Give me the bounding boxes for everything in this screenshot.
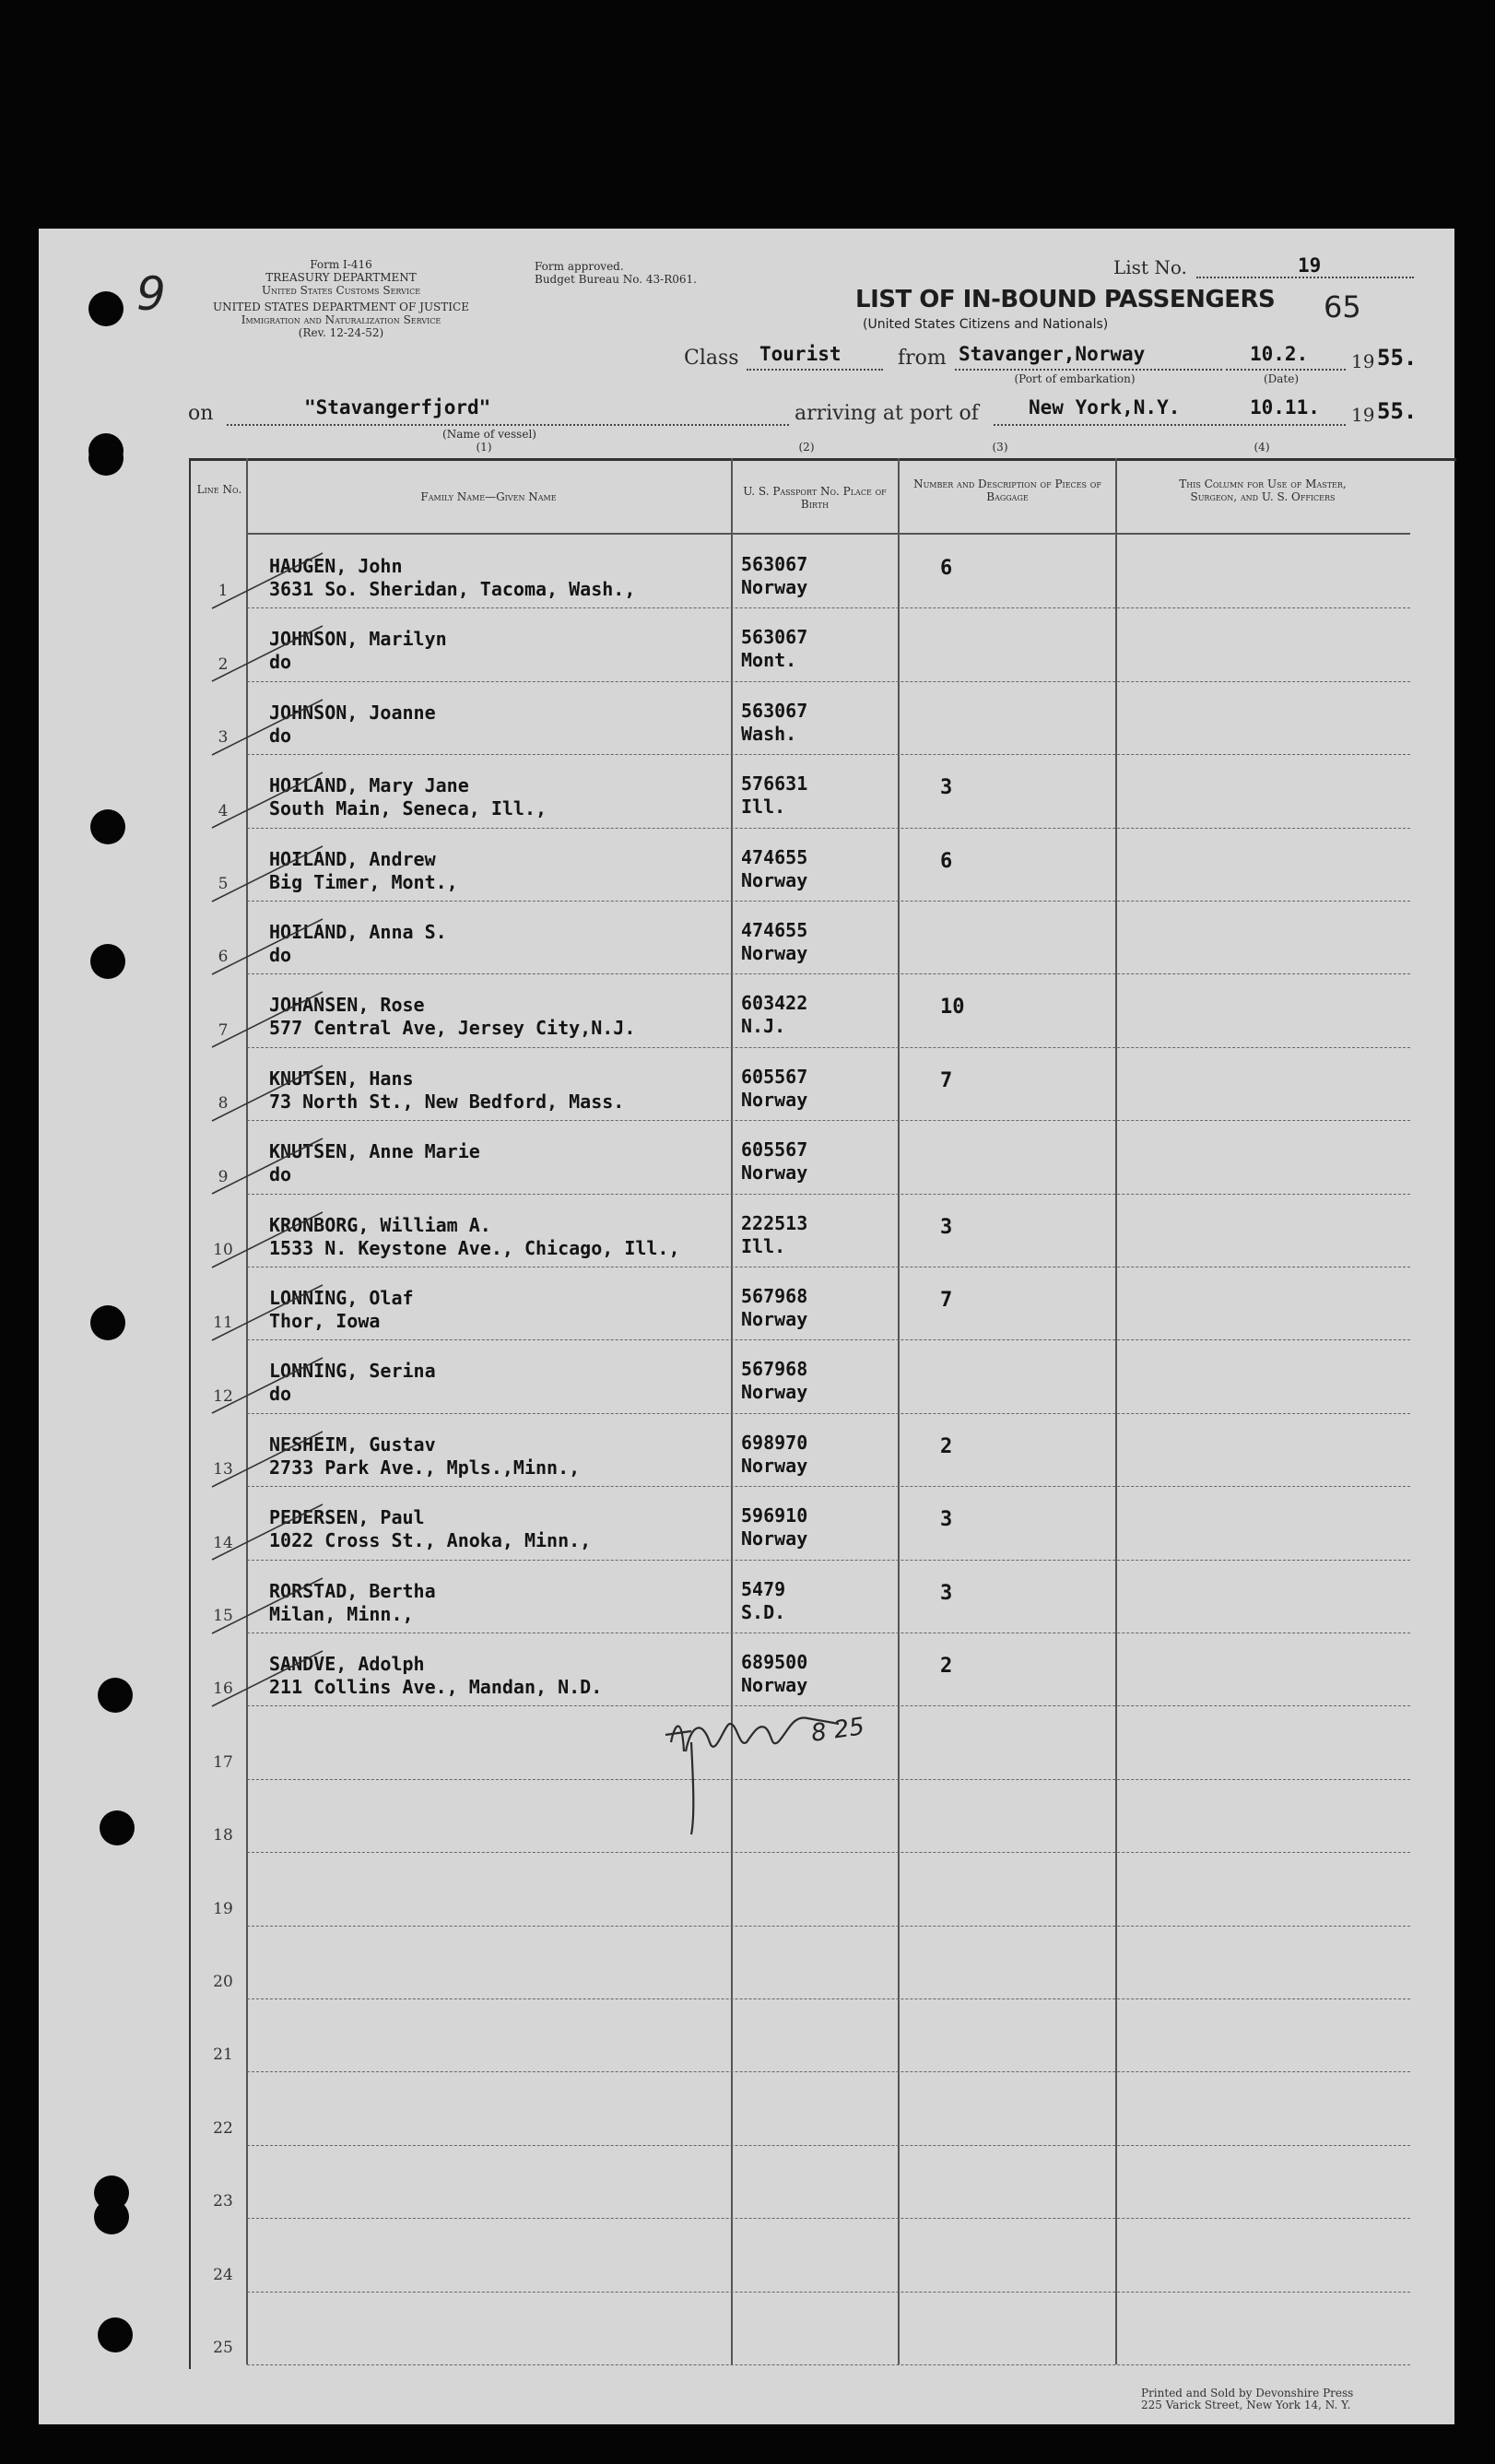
place-of-birth: Norway xyxy=(741,1527,808,1550)
passenger-name: HOILAND, Anna S. xyxy=(269,921,447,943)
line-number: 15 xyxy=(213,1607,233,1625)
header-left xyxy=(184,258,498,339)
list-no-value: 19 xyxy=(1298,254,1322,277)
col-1-marker: (1) xyxy=(476,441,492,454)
punch-hole xyxy=(90,944,125,979)
passenger-address: South Main, Seneca, Ill., xyxy=(269,797,547,820)
punch-hole xyxy=(100,1810,135,1845)
passport-number: 563067 xyxy=(741,626,808,649)
table-row xyxy=(247,1047,1410,1048)
customs-service: United States Customs Service xyxy=(261,284,421,297)
line-number: 23 xyxy=(213,2192,233,2211)
vessel-name: "Stavangerfjord" xyxy=(304,396,491,419)
col-3-marker: (3) xyxy=(992,441,1008,454)
passenger-address: do xyxy=(269,1163,292,1186)
passenger-address: Big Timer, Mont., xyxy=(269,870,458,893)
table-row xyxy=(247,901,1410,902)
arrival-date-line xyxy=(1226,424,1346,426)
line-number: 1 xyxy=(218,582,229,601)
place-of-birth: Mont. xyxy=(741,649,797,672)
col-2-marker: (2) xyxy=(798,441,815,454)
header-middle xyxy=(535,260,737,286)
baggage-count: 3 xyxy=(940,1508,953,1532)
passenger-address: 1022 Cross St., Anoka, Minn., xyxy=(269,1529,592,1552)
passenger-name: SANDVE, Adolph xyxy=(269,1653,425,1675)
tick-mark-icon xyxy=(184,1349,332,1422)
line-number: 18 xyxy=(213,1826,233,1845)
col-header-officers: This Column for Use of Master, Surgeon, and U. S. Officers xyxy=(1179,477,1347,503)
port-caption: (Port of embarkation) xyxy=(1014,372,1136,385)
passenger-name: KRONBORG, William A. xyxy=(269,1213,491,1236)
table-row xyxy=(247,1194,1410,1195)
line-number: 14 xyxy=(213,1533,233,1552)
from-line xyxy=(955,369,1222,371)
passenger-name: RORSTAD, Bertha xyxy=(269,1579,436,1602)
passenger-address: do xyxy=(269,651,292,674)
list-no-line xyxy=(1196,277,1414,278)
table-row xyxy=(247,2071,1410,2072)
baggage-count: 3 xyxy=(940,776,953,800)
arrival-port-line xyxy=(994,424,1224,426)
table-row xyxy=(247,1560,1410,1561)
passport-number: 474655 xyxy=(741,919,808,941)
place-of-birth: Norway xyxy=(741,1088,808,1111)
passenger-name: LONNING, Serina xyxy=(269,1360,436,1383)
line-number: 16 xyxy=(213,1680,233,1699)
passport-number: 698970 xyxy=(741,1431,808,1454)
place-of-birth: S.D. xyxy=(741,1600,786,1623)
year-prefix: 19 xyxy=(1351,350,1375,372)
page-title: LIST OF IN-BOUND PASSENGERS xyxy=(855,286,1276,313)
class-value: Tourist xyxy=(759,343,842,365)
vessel-line xyxy=(227,424,789,426)
handwritten-signature-icon xyxy=(654,1687,922,1844)
margin-handwritten-mark: 9 xyxy=(136,267,166,321)
place-of-birth: Norway xyxy=(741,1454,808,1477)
passport-number: 563067 xyxy=(741,699,808,722)
passenger-address: 1533 N. Keystone Ave., Chicago, Ill., xyxy=(269,1236,680,1259)
column-divider xyxy=(731,458,733,2364)
line-number: 10 xyxy=(213,1241,233,1259)
passenger-address: do xyxy=(269,944,292,966)
passenger-name: JOHNSON, Joanne xyxy=(269,701,436,724)
tick-mark-icon xyxy=(184,763,332,837)
punch-hole xyxy=(88,441,124,476)
column-divider xyxy=(1115,458,1117,2364)
punch-hole xyxy=(94,2199,129,2234)
place-of-birth: Norway xyxy=(741,1161,808,1185)
line-number: 20 xyxy=(213,1973,233,1991)
line-number: 11 xyxy=(213,1314,233,1333)
line-number: 12 xyxy=(213,1386,233,1406)
list-stamp-number: 65 xyxy=(1324,289,1361,324)
punch-hole xyxy=(90,809,125,844)
arrival-year-prefix: 19 xyxy=(1351,404,1375,426)
line-number: 3 xyxy=(218,728,229,748)
col-header-line-no: Line No. xyxy=(196,483,242,496)
passenger-address: do xyxy=(269,1383,292,1406)
baggage-count: 2 xyxy=(940,1655,953,1678)
passenger-address: 211 Collins Ave., Mandan, N.D. xyxy=(269,1676,603,1698)
arrival-port: New York,N.Y. xyxy=(1029,396,1181,419)
class-line xyxy=(747,369,883,371)
table-row xyxy=(247,681,1410,682)
passport-number: 5479 xyxy=(741,1577,786,1600)
class-label: Class xyxy=(684,347,739,370)
year-suffix: 55. xyxy=(1377,345,1418,371)
header-rule xyxy=(247,533,1410,535)
baggage-count: 7 xyxy=(940,1289,953,1312)
handwritten-note: 8 25 xyxy=(809,1713,866,1748)
place-of-birth: Norway xyxy=(741,1381,808,1404)
punch-hole xyxy=(90,1305,125,1340)
tick-mark-icon xyxy=(184,617,332,690)
line-number: 4 xyxy=(218,801,229,820)
line-number: 6 xyxy=(218,948,229,967)
tick-mark-icon xyxy=(184,1056,332,1130)
passport-number: 222513 xyxy=(741,1211,808,1234)
punch-hole xyxy=(88,291,124,326)
col-header-baggage: Number and Description of Pieces of Baggage xyxy=(913,477,1101,503)
tick-mark-icon xyxy=(184,690,332,764)
baggage-count: 2 xyxy=(940,1434,953,1458)
on-label: on xyxy=(188,402,214,425)
passport-number: 567968 xyxy=(741,1285,808,1307)
column-divider xyxy=(898,458,900,2364)
embarkation-port: Stavanger,Norway xyxy=(959,343,1146,365)
line-number: 25 xyxy=(213,2339,233,2357)
tick-mark-icon xyxy=(184,1129,332,1203)
date-line xyxy=(1226,369,1346,371)
line-number: 13 xyxy=(213,1460,233,1480)
place-of-birth: Norway xyxy=(741,868,808,891)
tick-mark-icon xyxy=(184,910,332,984)
place-of-birth: Norway xyxy=(741,942,808,964)
date-caption: (Date) xyxy=(1263,372,1300,385)
table-row xyxy=(247,754,1410,755)
passenger-address: Thor, Iowa xyxy=(269,1310,381,1332)
tick-mark-icon xyxy=(184,837,332,911)
baggage-count: 3 xyxy=(940,1581,953,1605)
printer-imprint xyxy=(1141,2387,1353,2411)
punch-hole xyxy=(98,1678,133,1713)
vessel-caption: (Name of vessel) xyxy=(442,428,536,441)
revision: (Rev. 12-24-52) xyxy=(298,326,384,339)
baggage-count: 10 xyxy=(940,996,965,1020)
embarkation-date: 10.2. xyxy=(1250,343,1309,365)
place-of-birth: Norway xyxy=(741,1674,808,1696)
line-number: 8 xyxy=(218,1094,229,1114)
printer-line-1: Printed and Sold by Devonshire Press xyxy=(1141,2387,1354,2399)
line-number: 7 xyxy=(218,1020,229,1040)
table-row xyxy=(247,2218,1410,2219)
line-number: 24 xyxy=(213,2265,233,2284)
place-of-birth: N.J. xyxy=(741,1015,786,1038)
ins-service: Immigration and Naturalization Service xyxy=(241,313,441,326)
passenger-name: NESHEIM, Gustav xyxy=(269,1432,436,1456)
line-number: 17 xyxy=(213,1752,233,1772)
table-row xyxy=(247,973,1410,974)
table-row xyxy=(247,1120,1410,1121)
passenger-name: KNUTSEN, Hans xyxy=(269,1067,414,1090)
col-header-name: Family Name—Given Name xyxy=(420,490,557,503)
passenger-address: 73 North St., New Bedford, Mass. xyxy=(269,1090,625,1113)
passenger-name: JOHANSEN, Rose xyxy=(269,994,425,1017)
place-of-birth: Ill. xyxy=(741,1234,786,1257)
passenger-address: 577 Central Ave, Jersey City,N.J. xyxy=(269,1017,636,1040)
passenger-address: do xyxy=(269,724,292,747)
budget-bureau: Budget Bureau No. 43-R061. xyxy=(535,273,697,286)
passport-number: 474655 xyxy=(741,845,808,868)
place-of-birth: Norway xyxy=(741,576,808,598)
passport-number: 563067 xyxy=(741,553,808,575)
passenger-name: JOHNSON, Marilyn xyxy=(269,628,447,651)
passenger-name: PEDERSEN, Paul xyxy=(269,1506,425,1529)
baggage-count: 6 xyxy=(940,849,953,873)
tick-mark-icon xyxy=(184,1276,332,1350)
table-row xyxy=(247,1339,1410,1340)
passport-number: 603422 xyxy=(741,992,808,1015)
line-number: 2 xyxy=(218,654,229,674)
table-row xyxy=(247,2364,1410,2365)
col-header-passport: U. S. Passport No. Place of Birth xyxy=(743,485,887,511)
passport-number: 605567 xyxy=(741,1065,808,1088)
arrival-year-suffix: 55. xyxy=(1377,398,1418,424)
passport-number: 576631 xyxy=(741,772,808,796)
page-subtitle: (United States Citizens and Nationals) xyxy=(863,317,1109,332)
table-row xyxy=(247,1926,1410,1927)
passport-number: 567968 xyxy=(741,1358,808,1381)
baggage-count: 7 xyxy=(940,1068,953,1092)
tick-mark-icon xyxy=(184,1642,332,1715)
tick-mark-icon xyxy=(184,1203,332,1277)
justice-dept: UNITED STATES DEPARTMENT OF JUSTICE xyxy=(213,301,469,313)
passenger-address: 2733 Park Ave., Mpls.,Minn., xyxy=(269,1456,581,1479)
table-row xyxy=(247,1413,1410,1414)
table-row xyxy=(247,607,1410,608)
passenger-name: KNUTSEN, Anne Marie xyxy=(269,1140,480,1163)
tick-mark-icon xyxy=(184,1422,332,1496)
passenger-name: LONNING, Olaf xyxy=(269,1287,414,1309)
place-of-birth: Ill. xyxy=(741,796,786,819)
passenger-name: HOILAND, Andrew xyxy=(269,847,436,870)
passenger-address: Milan, Minn., xyxy=(269,1602,414,1625)
arriving-label: arriving at port of xyxy=(795,402,979,425)
table-row xyxy=(247,1486,1410,1487)
baggage-count: 3 xyxy=(940,1215,953,1239)
passenger-name: HAUGEN, John xyxy=(269,555,403,577)
tick-mark-icon xyxy=(184,1569,332,1643)
table-row xyxy=(247,2292,1410,2293)
line-number: 9 xyxy=(218,1167,229,1186)
col-4-marker: (4) xyxy=(1254,441,1270,454)
place-of-birth: Norway xyxy=(741,1308,808,1330)
baggage-count: 6 xyxy=(940,557,953,580)
passenger-name: HOILAND, Mary Jane xyxy=(269,774,469,797)
treasury-dept: TREASURY DEPARTMENT xyxy=(265,271,417,284)
from-label: from xyxy=(898,347,947,370)
list-no-label: List No. xyxy=(1113,256,1187,278)
form-approved: Form approved. xyxy=(535,260,624,273)
line-number: 21 xyxy=(213,2045,233,2065)
passport-number: 596910 xyxy=(741,1504,808,1527)
line-number: 19 xyxy=(213,1899,233,1918)
line-number: 5 xyxy=(218,875,229,893)
form-number: Form I-416 xyxy=(310,258,372,271)
punch-hole xyxy=(98,2317,133,2352)
tick-mark-icon xyxy=(184,1495,332,1569)
tick-mark-icon xyxy=(184,544,332,618)
passenger-address: 3631 So. Sheridan, Tacoma, Wash., xyxy=(269,578,636,600)
passport-number: 689500 xyxy=(741,1651,808,1673)
table-row xyxy=(247,1998,1410,1999)
table-row xyxy=(247,2145,1410,2146)
printer-line-2: 225 Varick Street, New York 14, N. Y. xyxy=(1141,2399,1351,2411)
line-number: 22 xyxy=(213,2118,233,2138)
table-row xyxy=(247,1852,1410,1853)
passport-number: 605567 xyxy=(741,1138,808,1161)
table-row xyxy=(247,828,1410,829)
place-of-birth: Wash. xyxy=(741,722,797,745)
tick-mark-icon xyxy=(184,983,332,1056)
arrival-date: 10.11. xyxy=(1250,396,1320,419)
